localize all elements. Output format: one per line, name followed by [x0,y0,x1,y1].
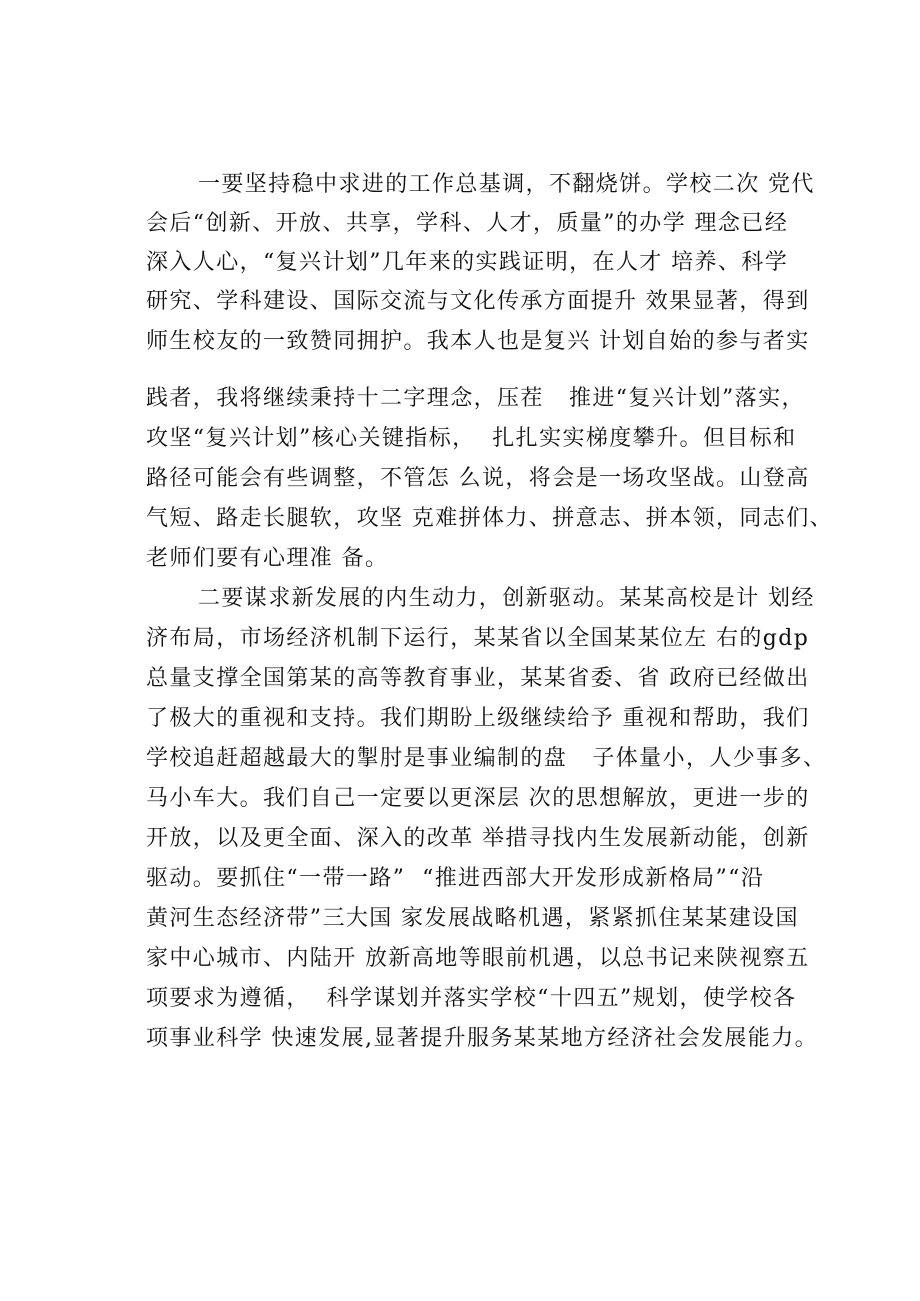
paragraph-line: 学校追赶超越最大的掣肘是事业编制的盘 子体量小，人少事多、 [146,746,827,771]
paragraph-line: 一要坚持稳中求进的工作总基调，不翻烧饼。学校二次 党代 [198,172,815,197]
paragraph-line: 师生校友的一致赞同拥护。我本人也是复兴 计划自始的参与者实 [146,329,810,354]
paragraph-line: 项要求为遵循， 科学谋划并落实学校“十四五”规划，使学校各 [146,986,797,1011]
paragraph-line: 研究、学科建设、国际交流与文化传承方面提升 效果显著，得到 [146,289,810,314]
paragraph-line: 老师们要有心理准 备。 [146,546,389,571]
paragraph-line: 了极大的重视和支持。我们期盼上级继续给予 重视和帮助，我们 [146,706,810,731]
paragraph-line: 开放，以及更全面、深入的改革 举措寻找内生发展新动能，创新 [146,826,810,851]
paragraph-line: 深入人心，“复兴计划”几年来的实践证明，在人才 培养、科学 [146,250,789,275]
paragraph-line: 济布局，市场经济机制下运行，某某省以全国某某位左 右的gdp [146,626,810,651]
paragraph-line: 项事业科学 快速发展,显著提升服务某某地方经济社会发展能力。 [146,1026,818,1051]
paragraph-line: 黄河生态经济带”三大国 家发展战略机遇，紧紧抓住某某建设国 [146,906,799,931]
paragraph-line: 会后“创新、开放、共享，学科、人才，质量”的办学 理念已经 [146,211,789,236]
paragraph-line: 践者，我将继续秉持十二字理念，压茬 推进“复兴计划”落实， [146,386,805,411]
paragraph-line: 攻坚“复兴计划”核心关键指标， 扎扎实实梯度攀升。但目标和 [146,426,797,451]
paragraph-line: 二要谋求新发展的内生动力，创新驱动。某某高校是计 划经 [198,586,815,611]
paragraph-line: 总量支撑全国第某的高等教育事业，某某省委、省 政府已经做出 [146,666,810,691]
paragraph-line: 驱动。要抓住“一带一路” “推进西部大开发形成新格局”“沿 [146,866,765,891]
paragraph-line: 气短、路走长腿软，攻坚 克难拼体力、拼意志、拼本领，同志们、 [146,506,833,531]
paragraph-line: 马小车大。我们自己一定要以更深层 次的思想解放，更进一步的 [146,786,810,811]
paragraph-line: 路径可能会有些调整，不管怎 么说，将会是一场攻坚战。山登高 [146,466,810,491]
paragraph-line: 家中心城市、内陆开 放新高地等眼前机遇，以总书记来陕视察五 [146,946,810,971]
